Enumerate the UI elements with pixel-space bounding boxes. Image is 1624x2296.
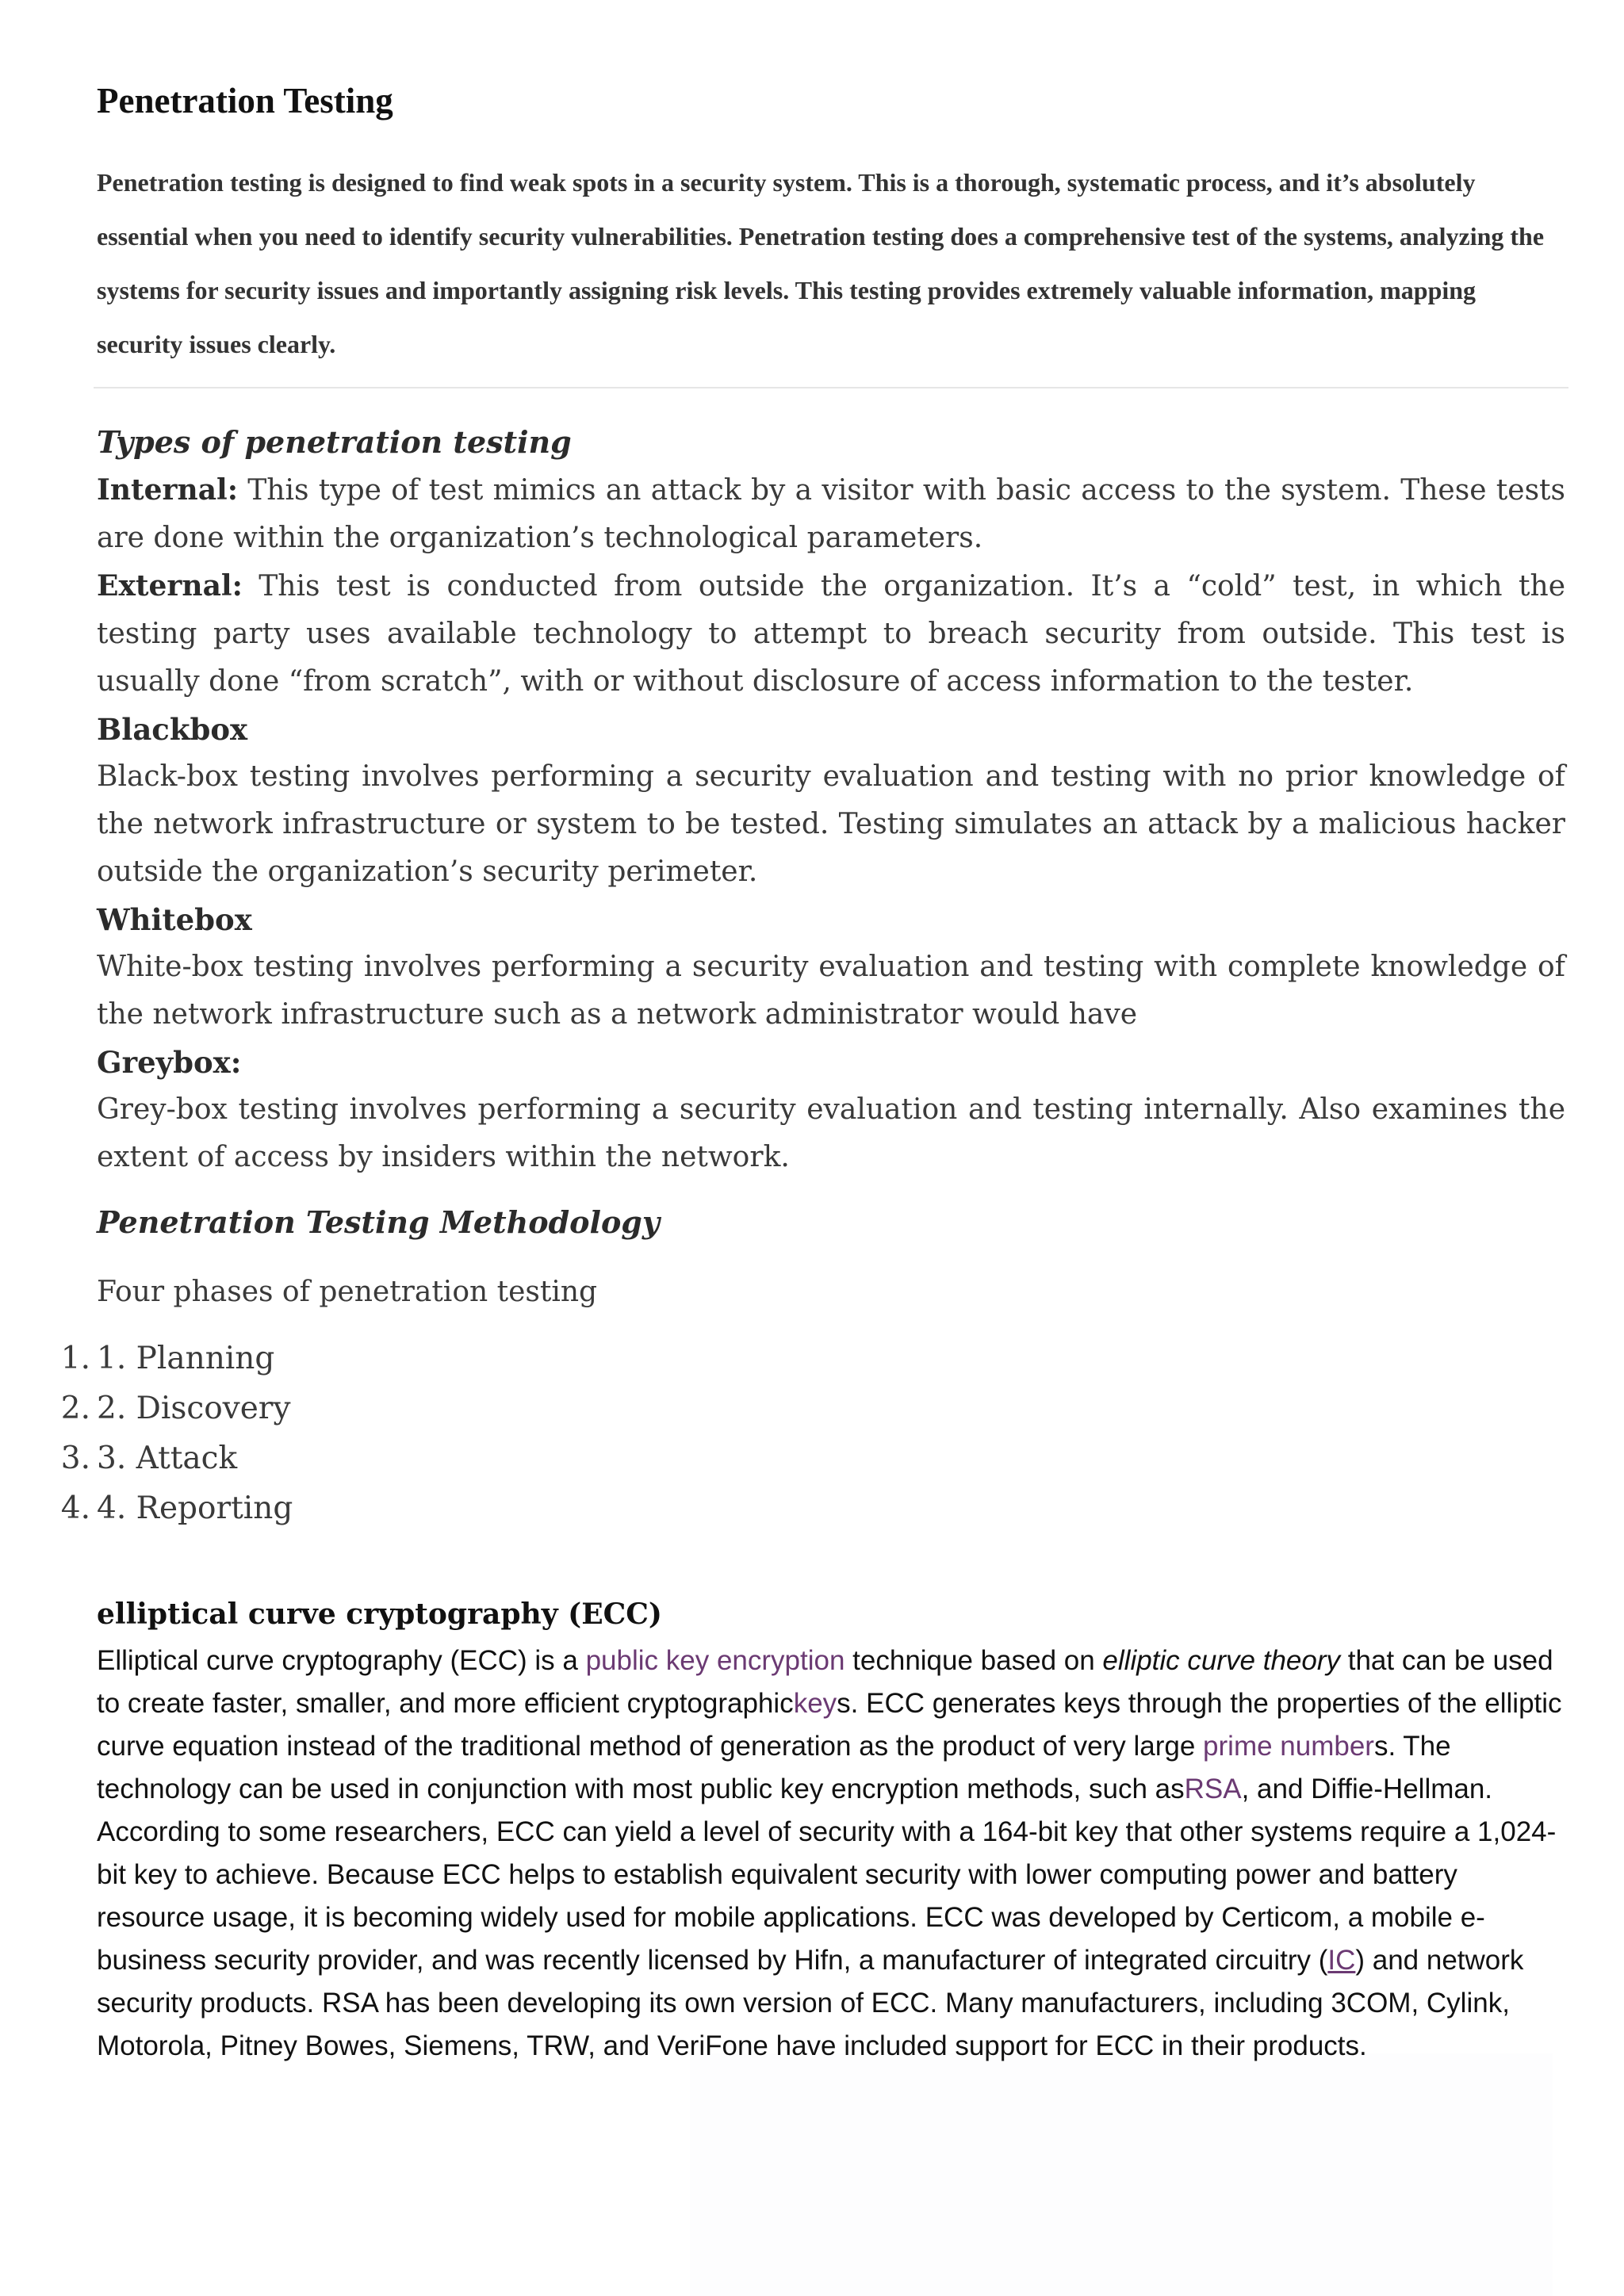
methodology-heading: Penetration Testing Methodology bbox=[97, 1204, 660, 1240]
ecc-paragraph bbox=[97, 1640, 1564, 2068]
ecc-text: s. The technology can be used in conjunction with most public key encryption methods, such as bbox=[97, 1731, 1451, 1804]
ecc-text: ) and network security products. RSA has been developing its own version of ECC. Many manufacturers, including 3COM, Cylink, Motorola, Pitney Bowes, Siemens, TRW, and VeriFone have included support for ECC in their products. bbox=[97, 1945, 1524, 2061]
blackbox-paragraph: Black-box testing involves performing a security evaluation and testing with no prior knowledge of the network infrastructure or system to be tested. Testing simulates an attack by a malicious hacker outside the organization’s security perimeter. bbox=[97, 760, 1565, 888]
external-term: External: bbox=[97, 569, 243, 603]
ic-link[interactable]: IC bbox=[1327, 1945, 1356, 1976]
document-page bbox=[60, 79, 1565, 2068]
internal-text: This type of test mimics an attack by a visitor with basic access to the system. These tests are done within the organization’s technological parameters. bbox=[97, 474, 1565, 554]
page-title: Penetration Testing bbox=[97, 81, 393, 121]
list-marker: 1. bbox=[60, 1341, 90, 1376]
list-item bbox=[60, 1483, 1565, 1533]
list-marker: 4. bbox=[60, 1490, 90, 1526]
types-heading: Types of penetration testing bbox=[97, 424, 572, 460]
phases-list bbox=[60, 1334, 1565, 1533]
phase-label: 4. Reporting bbox=[97, 1490, 293, 1526]
internal-paragraph bbox=[97, 466, 1565, 562]
ecc-text: , and Diffie-Hellman. According to some researchers, ECC can yield a level of security with a 164-bit key that other systems require a 1,024-bit key to achieve. Because ECC helps to establish equivalent security with lower computing power and battery resource usage, it is becoming widely used for mobile applications. ECC was developed by Certicom, a mobile e-business security provider, and was recently licensed by Hifn, a manufacturer of integrated circuitry ( bbox=[97, 1774, 1557, 1976]
types-section bbox=[60, 419, 1565, 1533]
list-marker: 3. bbox=[60, 1441, 90, 1476]
ecc-text: that can be used to create faster, smaller, and more efficient cryptographic bbox=[97, 1645, 1553, 1719]
ecc-text: technique based on bbox=[845, 1645, 1103, 1676]
phase-label: 1. Planning bbox=[97, 1341, 275, 1376]
phase-label: 3. Attack bbox=[97, 1441, 238, 1476]
background-shade bbox=[690, 2053, 1553, 2296]
greybox-paragraph: Grey-box testing involves performing a security evaluation and testing internally. Also examines the extent of access by insiders within the network. bbox=[97, 1093, 1565, 1173]
prime-number-link[interactable]: prime number bbox=[1203, 1731, 1374, 1762]
public-key-encryption-link[interactable]: public key encryption bbox=[585, 1645, 845, 1676]
section-divider bbox=[94, 387, 1568, 388]
ecc-text: Elliptical curve cryptography (ECC) is a bbox=[97, 1645, 586, 1676]
blackbox-heading: Blackbox bbox=[97, 712, 248, 747]
list-item bbox=[60, 1334, 1565, 1383]
intro-paragraph: Penetration testing is designed to find weak spots in a security system. This is a thorough, systematic process, and it’s absolutely essential when you need to identify security vulnerabilities. Penetration testing does a comprehensive test of the systems, analyzing the systems for security issues and importantly assigning risk levels. This testing provides extremely valuable information, mapping security issues clearly. bbox=[97, 168, 1545, 358]
phases-intro: Four phases of penetration testing bbox=[97, 1276, 598, 1308]
greybox-heading: Greybox: bbox=[97, 1045, 242, 1080]
rsa-link[interactable]: RSA bbox=[1184, 1774, 1242, 1804]
external-paragraph bbox=[97, 562, 1565, 706]
ecc-heading: elliptical curve cryptography (ECC) bbox=[97, 1598, 662, 1631]
whitebox-heading: Whitebox bbox=[97, 902, 252, 937]
key-link[interactable]: key bbox=[793, 1688, 837, 1719]
elliptic-curve-theory-emphasis: elliptic curve theory bbox=[1102, 1645, 1340, 1676]
list-item bbox=[60, 1433, 1565, 1483]
whitebox-paragraph: White-box testing involves performing a security evaluation and testing with complete knowledge of the network infrastructure such as a network administrator would have bbox=[97, 951, 1565, 1031]
ecc-text: s. ECC generates keys through the properties of the elliptic curve equation instead of the traditional method of generation as the product of very large bbox=[97, 1688, 1562, 1762]
internal-term: Internal: bbox=[97, 473, 238, 507]
list-marker: 2. bbox=[60, 1391, 90, 1426]
phase-label: 2. Discovery bbox=[97, 1391, 291, 1426]
list-item bbox=[60, 1383, 1565, 1433]
external-text: This test is conducted from outside the organization. It’s a “cold” test, in which the testing party uses available technology to attempt to breach security from outside. This test is usually done “from scratch”, with or without disclosure of access information to the tester. bbox=[97, 570, 1565, 698]
